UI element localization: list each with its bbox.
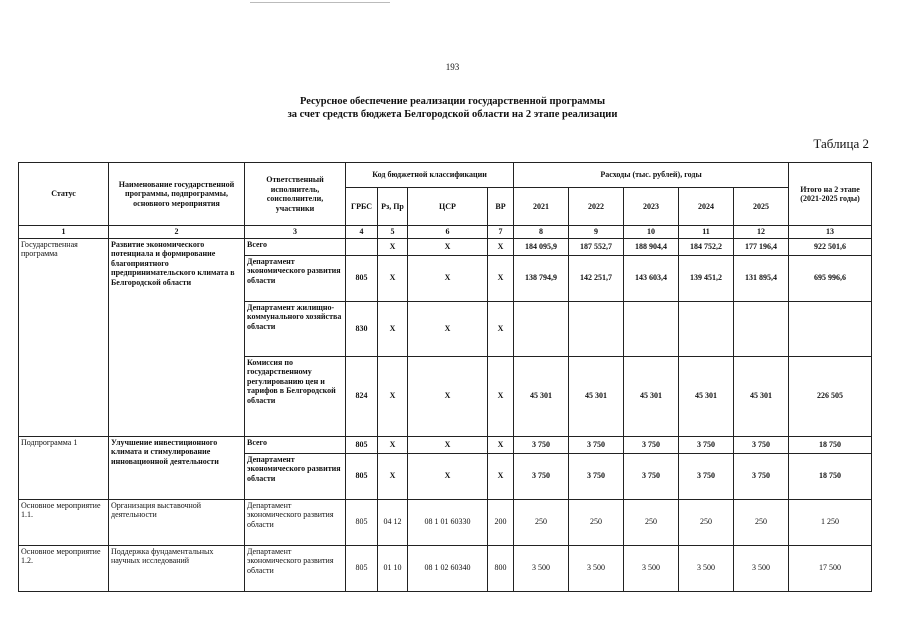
cell-2022: 3 750 bbox=[569, 436, 624, 453]
cell-total: 18 750 bbox=[789, 453, 872, 499]
row-executor: Всего bbox=[245, 436, 346, 453]
cell-rzpr: X bbox=[378, 255, 408, 301]
cell-2025: 3 500 bbox=[734, 545, 789, 591]
cell-2022: 3 500 bbox=[569, 545, 624, 591]
header-budget-code: Код бюджетной классификации bbox=[346, 163, 514, 188]
column-number: 6 bbox=[408, 226, 488, 239]
column-number: 7 bbox=[488, 226, 514, 239]
cell-2024: 45 301 bbox=[679, 356, 734, 436]
cell-grbs: 824 bbox=[346, 356, 378, 436]
cell-rzpr: X bbox=[378, 436, 408, 453]
cell-2022: 187 552,7 bbox=[569, 238, 624, 255]
cell-2022: 250 bbox=[569, 499, 624, 545]
cell-2024: 184 752,2 bbox=[679, 238, 734, 255]
cell-2023: 45 301 bbox=[624, 356, 679, 436]
cell-grbs: 805 bbox=[346, 453, 378, 499]
cell-vr: X bbox=[488, 356, 514, 436]
row-name: Организация выставочной деятельности bbox=[109, 499, 245, 545]
cell-vr: X bbox=[488, 255, 514, 301]
column-number: 10 bbox=[624, 226, 679, 239]
table-row bbox=[19, 238, 872, 255]
cell-csr: X bbox=[408, 238, 488, 255]
cell-rzpr: 01 10 bbox=[378, 545, 408, 591]
cell-rzpr: X bbox=[378, 301, 408, 356]
row-status: Основное мероприятие 1.1. bbox=[19, 499, 109, 545]
row-status: Подпрограмма 1 bbox=[19, 436, 109, 499]
header-grbs: ГРБС bbox=[346, 188, 378, 226]
cell-2021 bbox=[514, 301, 569, 356]
cell-2024: 3 500 bbox=[679, 545, 734, 591]
cell-2025: 177 196,4 bbox=[734, 238, 789, 255]
cell-2022: 3 750 bbox=[569, 453, 624, 499]
header-expenses: Расходы (тыс. рублей), годы bbox=[514, 163, 789, 188]
cell-2021: 3 750 bbox=[514, 453, 569, 499]
header-status: Статус bbox=[19, 163, 109, 226]
row-name: Улучшение инвестиционного климата и стимулирование инновационной деятельности bbox=[109, 436, 245, 499]
table-row bbox=[19, 499, 872, 545]
cell-vr: X bbox=[488, 436, 514, 453]
cell-2021: 250 bbox=[514, 499, 569, 545]
cell-2021: 3 750 bbox=[514, 436, 569, 453]
cell-2021: 184 095,9 bbox=[514, 238, 569, 255]
cell-2021: 138 794,9 bbox=[514, 255, 569, 301]
cell-vr: X bbox=[488, 453, 514, 499]
cell-2024: 3 750 bbox=[679, 436, 734, 453]
column-number: 11 bbox=[679, 226, 734, 239]
header-year-2021: 2021 bbox=[514, 188, 569, 226]
cell-rzpr: X bbox=[378, 238, 408, 255]
cell-2022 bbox=[569, 301, 624, 356]
cell-grbs: 805 bbox=[346, 255, 378, 301]
header-year-2023: 2023 bbox=[624, 188, 679, 226]
row-status: Основное мероприятие 1.2. bbox=[19, 545, 109, 591]
cell-2025: 3 750 bbox=[734, 453, 789, 499]
cell-2021: 45 301 bbox=[514, 356, 569, 436]
table-row bbox=[19, 545, 872, 591]
column-number: 5 bbox=[378, 226, 408, 239]
cell-2022: 142 251,7 bbox=[569, 255, 624, 301]
column-number: 12 bbox=[734, 226, 789, 239]
cell-2024: 139 451,2 bbox=[679, 255, 734, 301]
row-executor: Всего bbox=[245, 238, 346, 255]
budget-table bbox=[18, 162, 872, 592]
table-row bbox=[19, 436, 872, 453]
header-csr: ЦСР bbox=[408, 188, 488, 226]
cell-rzpr: X bbox=[378, 453, 408, 499]
cell-2025: 3 750 bbox=[734, 436, 789, 453]
scan-artifact-line bbox=[250, 2, 390, 3]
cell-2025: 45 301 bbox=[734, 356, 789, 436]
row-status: Государственная программа bbox=[19, 238, 109, 436]
header-year-2024: 2024 bbox=[679, 188, 734, 226]
cell-2022: 45 301 bbox=[569, 356, 624, 436]
cell-total: 18 750 bbox=[789, 436, 872, 453]
cell-csr: 08 1 02 60340 bbox=[408, 545, 488, 591]
cell-grbs: 830 bbox=[346, 301, 378, 356]
header-year-2022: 2022 bbox=[569, 188, 624, 226]
cell-2023: 250 bbox=[624, 499, 679, 545]
cell-2023: 3 750 bbox=[624, 453, 679, 499]
cell-rzpr: X bbox=[378, 356, 408, 436]
column-numbers-row bbox=[19, 226, 872, 239]
cell-vr: 800 bbox=[488, 545, 514, 591]
row-executor: Комиссия по государственному регулированию цен и тарифов в Белгородской области bbox=[245, 356, 346, 436]
table-label: Таблица 2 bbox=[813, 136, 869, 151]
cell-grbs: 805 bbox=[346, 545, 378, 591]
cell-grbs: 805 bbox=[346, 499, 378, 545]
page-number: 193 bbox=[445, 62, 460, 72]
row-executor: Департамент экономического развития области bbox=[245, 453, 346, 499]
column-number: 8 bbox=[514, 226, 569, 239]
header-year-2025: 2025 bbox=[734, 188, 789, 226]
column-number: 13 bbox=[789, 226, 872, 239]
column-number: 2 bbox=[109, 226, 245, 239]
row-executor: Департамент экономического развития области bbox=[245, 255, 346, 301]
row-name: Развитие экономического потенциала и формирование благоприятного предпринимательского климата в Белгородской области bbox=[109, 238, 245, 436]
cell-2023 bbox=[624, 301, 679, 356]
cell-total bbox=[789, 301, 872, 356]
cell-csr: X bbox=[408, 301, 488, 356]
cell-total: 17 500 bbox=[789, 545, 872, 591]
header-executor: Ответственный исполнитель, соисполнители, участники bbox=[245, 163, 346, 226]
row-executor: Департамент экономического развития области bbox=[245, 499, 346, 545]
cell-2023: 3 750 bbox=[624, 436, 679, 453]
cell-csr: X bbox=[408, 453, 488, 499]
cell-2025: 131 895,4 bbox=[734, 255, 789, 301]
row-executor: Департамент экономического развития области bbox=[245, 545, 346, 591]
header-vr: ВР bbox=[488, 188, 514, 226]
row-name: Поддержка фундаментальных научных исследований bbox=[109, 545, 245, 591]
column-number: 9 bbox=[569, 226, 624, 239]
cell-total: 922 501,6 bbox=[789, 238, 872, 255]
cell-2021: 3 500 bbox=[514, 545, 569, 591]
column-number: 3 bbox=[245, 226, 346, 239]
document-title bbox=[0, 95, 905, 121]
cell-2024: 3 750 bbox=[679, 453, 734, 499]
cell-vr: X bbox=[488, 301, 514, 356]
cell-vr: X bbox=[488, 238, 514, 255]
title-line-2: за счет средств бюджета Белгородской области на 2 этапе реализации bbox=[287, 109, 618, 120]
cell-2024 bbox=[679, 301, 734, 356]
cell-rzpr: 04 12 bbox=[378, 499, 408, 545]
cell-total: 695 996,6 bbox=[789, 255, 872, 301]
header-total: Итого на 2 этапе (2021-2025 годы) bbox=[789, 163, 872, 226]
column-number: 1 bbox=[19, 226, 109, 239]
title-line-1: Ресурсное обеспечение реализации государственной программы bbox=[299, 96, 606, 107]
cell-csr: X bbox=[408, 436, 488, 453]
cell-total: 226 505 bbox=[789, 356, 872, 436]
cell-2024: 250 bbox=[679, 499, 734, 545]
header-rzpr: Рз, Пр bbox=[378, 188, 408, 226]
cell-csr: X bbox=[408, 356, 488, 436]
cell-csr: X bbox=[408, 255, 488, 301]
row-executor: Департамент жилищно-коммунального хозяйства области bbox=[245, 301, 346, 356]
column-number: 4 bbox=[346, 226, 378, 239]
cell-2023: 3 500 bbox=[624, 545, 679, 591]
cell-2023: 188 904,4 bbox=[624, 238, 679, 255]
cell-2023: 143 603,4 bbox=[624, 255, 679, 301]
cell-grbs bbox=[346, 238, 378, 255]
cell-2025: 250 bbox=[734, 499, 789, 545]
cell-csr: 08 1 01 60330 bbox=[408, 499, 488, 545]
cell-vr: 200 bbox=[488, 499, 514, 545]
header-name: Наименование государственной программы, подпрограммы, основного мероприятия bbox=[109, 163, 245, 226]
cell-2025 bbox=[734, 301, 789, 356]
cell-grbs: 805 bbox=[346, 436, 378, 453]
cell-total: 1 250 bbox=[789, 499, 872, 545]
